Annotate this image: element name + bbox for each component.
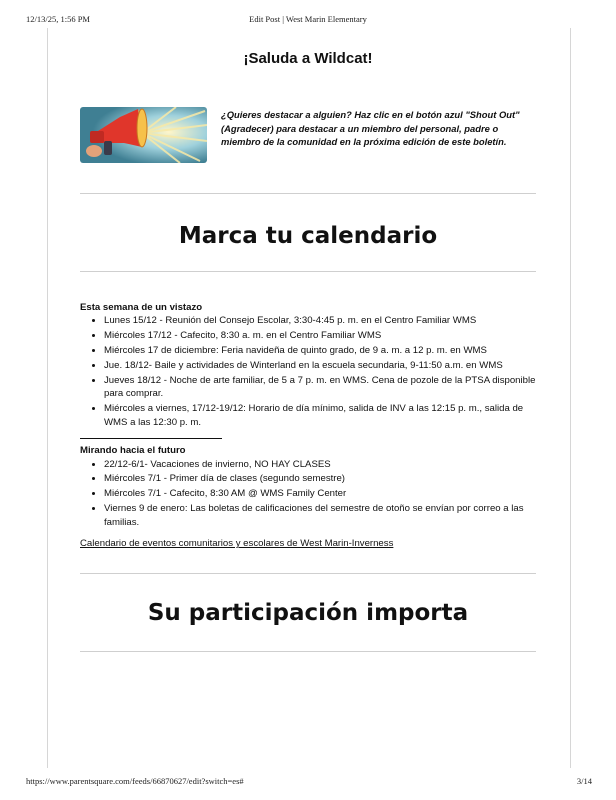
short-divider-line [80, 438, 222, 439]
week-list [80, 314, 540, 429]
divider [80, 271, 536, 272]
list-item: • Viernes 9 de enero: Las boletas de calificaciones del semestre de otoño se envían por correo a las familias. [104, 502, 540, 529]
print-url: https://www.parentsquare.com/feeds/66870627/edit?switch=es# [26, 776, 244, 786]
megaphone-illustration [80, 107, 207, 163]
page-left-border [47, 28, 48, 768]
future-subheading: Mirando hacia el futuro [80, 445, 186, 457]
participation-heading: Su participación importa [147, 600, 469, 626]
print-datetime: 12/13/25, 1:56 PM [26, 14, 90, 24]
shout-out-text: ¿Quieres destacar a alguien? Haz clic en el botón azul "Shout Out" (Agradecer) para destacar a un miembro del personal, padre o miembro de la comunidad en la próxima edición de este boletín. [221, 109, 520, 148]
calendar-content [80, 301, 540, 551]
list-item: • Lunes 15/12 - Reunión del Consejo Escolar, 3:30-4:45 p. m. en el Centro Familiar WMS [104, 314, 540, 327]
list-item: • Jueves 18/12 - Noche de arte familiar, de 5 a 7 p. m. en WMS. Cena de pozole de la PTSA disponible para comprar. [104, 374, 540, 401]
page-number: 3/14 [576, 776, 592, 786]
future-list [80, 458, 540, 530]
divider [80, 193, 536, 194]
list-item: • Miércoles 7/1 - Primer día de clases (segundo semestre) [104, 472, 540, 485]
calendar-heading: Marca tu calendario [178, 223, 438, 249]
print-footer [0, 776, 616, 790]
divider [80, 651, 536, 652]
community-calendar-link[interactable]: Calendario de eventos comunitarios y escolares de West Marin-Inverness [80, 538, 394, 550]
list-item: • Miércoles 17 de diciembre: Feria navideña de quinto grado, de 9 a. m. a 12 p. m. en WMS [104, 344, 540, 357]
list-item: • Miércoles 7/1 - Cafecito, 8:30 AM @ WMS Family Center [104, 487, 540, 500]
list-item: • Miércoles 17/12 - Cafecito, 8:30 a. m. en el Centro Familiar WMS [104, 329, 540, 342]
list-item: • Jue. 18/12- Baile y actividades de Winterland en la escuela secundaria, 9-11:50 a.m. en WMS [104, 359, 540, 372]
list-item: • Miércoles a viernes, 17/12-19/12: Horario de día mínimo, salida de INV a las 12:15 p. m., salida de WMS a las 12:30 p. m. [104, 402, 540, 429]
shout-out-title: ¡Saluda a Wildcat! [243, 50, 373, 67]
week-subheading: Esta semana de un vistazo [80, 302, 203, 313]
page-right-border [570, 28, 571, 768]
list-item: • 22/12-6/1- Vacaciones de invierno, NO HAY CLASES [104, 458, 540, 471]
print-page-title: Edit Post | West Marin Elementary [249, 14, 367, 24]
print-header [0, 14, 616, 28]
divider [80, 573, 536, 574]
